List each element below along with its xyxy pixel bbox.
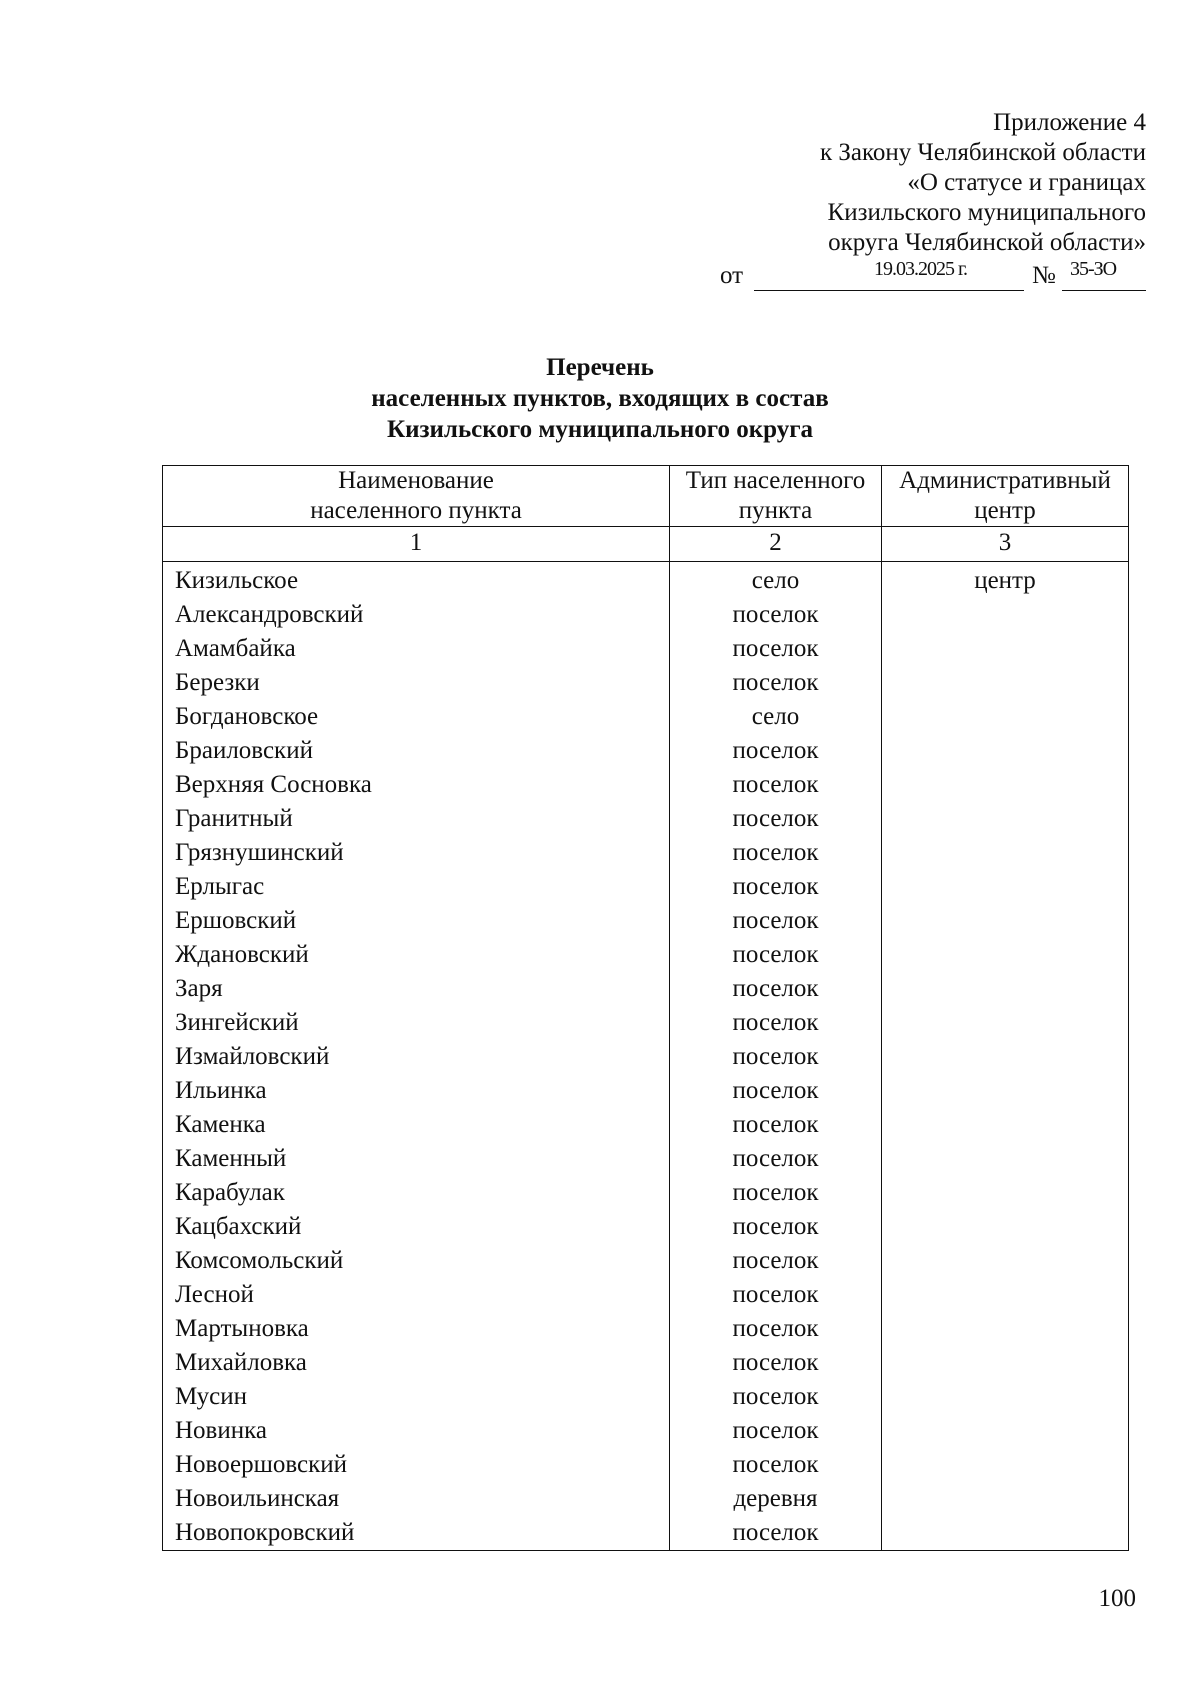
page-number: 100 <box>1098 1585 1136 1612</box>
settlement-type: поселок <box>670 666 882 700</box>
table-row <box>163 1006 1129 1040</box>
administrative-center <box>882 904 1129 938</box>
table-row <box>163 802 1129 836</box>
settlement-name: Михайловка <box>163 1346 670 1380</box>
settlement-name: Новопокровский <box>163 1516 670 1551</box>
settlement-type: поселок <box>670 972 882 1006</box>
table-row <box>163 1108 1129 1142</box>
date-field <box>754 258 1024 291</box>
appendix-header-line: Приложение 4 <box>993 109 1146 136</box>
column-header-name <box>163 466 670 527</box>
table-row <box>163 632 1129 666</box>
administrative-center <box>882 734 1129 768</box>
header-text: центр <box>974 497 1036 524</box>
settlement-name: Новоершовский <box>163 1448 670 1482</box>
administrative-center: центр <box>882 562 1129 599</box>
settlement-name: Грязнушинский <box>163 836 670 870</box>
settlements-table <box>162 465 1129 1551</box>
settlement-name: Карабулак <box>163 1176 670 1210</box>
settlement-type: поселок <box>670 1312 882 1346</box>
column-number-row <box>163 527 1129 562</box>
settlement-type: поселок <box>670 1074 882 1108</box>
settlement-name: Ждановский <box>163 938 670 972</box>
header-text: Административный <box>899 467 1111 494</box>
settlement-name: Зингейский <box>163 1006 670 1040</box>
administrative-center <box>882 1210 1129 1244</box>
administrative-center <box>882 1244 1129 1278</box>
settlement-name: Александровский <box>163 598 670 632</box>
table-row <box>163 1074 1129 1108</box>
settlement-name: Новинка <box>163 1414 670 1448</box>
column-number: 3 <box>882 527 1129 562</box>
settlement-name: Богдановское <box>163 700 670 734</box>
table-row <box>163 1312 1129 1346</box>
settlement-type: село <box>670 700 882 734</box>
settlement-type: поселок <box>670 1516 882 1551</box>
appendix-header-line: «О статусе и границах <box>907 169 1146 196</box>
column-number: 2 <box>670 527 882 562</box>
header-text: Наименование <box>338 467 494 494</box>
administrative-center <box>882 1448 1129 1482</box>
settlement-type: поселок <box>670 1448 882 1482</box>
title-line: Перечень <box>546 354 654 381</box>
administrative-center <box>882 1482 1129 1516</box>
settlement-type: деревня <box>670 1482 882 1516</box>
title-line: Кизильского муниципального округа <box>386 416 814 443</box>
appendix-header-line: к Закону Челябинской области <box>820 139 1146 166</box>
settlement-type: поселок <box>670 938 882 972</box>
settlement-type: поселок <box>670 870 882 904</box>
administrative-center <box>882 1006 1129 1040</box>
settlement-type: село <box>670 562 882 599</box>
administrative-center <box>882 700 1129 734</box>
settlement-name: Ильинка <box>163 1074 670 1108</box>
settlement-type: поселок <box>670 1244 882 1278</box>
settlement-name: Березки <box>163 666 670 700</box>
number-field <box>1062 258 1146 291</box>
settlement-name: Ершовский <box>163 904 670 938</box>
administrative-center <box>882 938 1129 972</box>
document-title <box>0 352 1200 445</box>
column-header-type <box>670 466 882 527</box>
administrative-center <box>882 972 1129 1006</box>
table-row <box>163 1448 1129 1482</box>
administrative-center <box>882 666 1129 700</box>
settlement-type: поселок <box>670 802 882 836</box>
table-row <box>163 1516 1129 1551</box>
settlement-type: поселок <box>670 1108 882 1142</box>
settlement-type: поселок <box>670 1380 882 1414</box>
settlement-type: поселок <box>670 1040 882 1074</box>
settlement-name: Ерлыгас <box>163 870 670 904</box>
law-date-number-line <box>720 258 1146 292</box>
settlement-name: Комсомольский <box>163 1244 670 1278</box>
administrative-center <box>882 1312 1129 1346</box>
table-row <box>163 1380 1129 1414</box>
administrative-center <box>882 802 1129 836</box>
settlement-name: Мусин <box>163 1380 670 1414</box>
settlement-name: Гранитный <box>163 802 670 836</box>
table-row <box>163 598 1129 632</box>
table-row <box>163 870 1129 904</box>
table-row <box>163 1346 1129 1380</box>
settlement-name: Браиловский <box>163 734 670 768</box>
administrative-center <box>882 598 1129 632</box>
table-body <box>163 562 1129 1551</box>
appendix-header <box>820 108 1146 258</box>
table-row <box>163 1278 1129 1312</box>
settlement-type: поселок <box>670 1006 882 1040</box>
table-row <box>163 1176 1129 1210</box>
table-row <box>163 904 1129 938</box>
column-number: 1 <box>163 527 670 562</box>
table-row <box>163 768 1129 802</box>
law-date: 19.03.2025 г. <box>874 258 967 280</box>
administrative-center <box>882 1414 1129 1448</box>
settlement-type: поселок <box>670 1278 882 1312</box>
table-header-row <box>163 466 1129 527</box>
settlement-name: Измайловский <box>163 1040 670 1074</box>
table-row <box>163 836 1129 870</box>
header-text: населенного пункта <box>310 497 522 524</box>
settlement-type: поселок <box>670 1142 882 1176</box>
administrative-center <box>882 1516 1129 1551</box>
table-row <box>163 1414 1129 1448</box>
administrative-center <box>882 1346 1129 1380</box>
title-line: населенных пунктов, входящих в состав <box>371 385 829 412</box>
settlement-type: поселок <box>670 1414 882 1448</box>
column-header-center <box>882 466 1129 527</box>
administrative-center <box>882 1278 1129 1312</box>
table-row <box>163 1210 1129 1244</box>
settlement-type: поселок <box>670 768 882 802</box>
administrative-center <box>882 632 1129 666</box>
table-row <box>163 972 1129 1006</box>
settlement-type: поселок <box>670 904 882 938</box>
number-sign: № <box>1032 262 1056 289</box>
settlement-type: поселок <box>670 1176 882 1210</box>
table-row <box>163 1482 1129 1516</box>
settlement-name: Новоильинская <box>163 1482 670 1516</box>
settlement-name: Каменка <box>163 1108 670 1142</box>
header-text: Тип населенного <box>685 467 866 494</box>
settlement-name: Каменный <box>163 1142 670 1176</box>
settlement-type: поселок <box>670 632 882 666</box>
table-row <box>163 562 1129 599</box>
date-prefix: от <box>720 262 744 289</box>
settlement-name: Заря <box>163 972 670 1006</box>
settlement-name: Амамбайка <box>163 632 670 666</box>
header-text: пункта <box>738 497 813 524</box>
administrative-center <box>882 1176 1129 1210</box>
administrative-center <box>882 870 1129 904</box>
table-row <box>163 734 1129 768</box>
table-row <box>163 1244 1129 1278</box>
appendix-header-line: Кизильского муниципального <box>827 199 1146 226</box>
settlement-name: Кацбахский <box>163 1210 670 1244</box>
table-row <box>163 666 1129 700</box>
administrative-center <box>882 1380 1129 1414</box>
administrative-center <box>882 1142 1129 1176</box>
administrative-center <box>882 836 1129 870</box>
appendix-header-line: округа Челябинской области» <box>828 229 1146 256</box>
administrative-center <box>882 1108 1129 1142</box>
table-row <box>163 938 1129 972</box>
settlement-type: поселок <box>670 1346 882 1380</box>
law-number: 35-ЗО <box>1070 258 1117 280</box>
settlement-type: поселок <box>670 1210 882 1244</box>
settlement-name: Лесной <box>163 1278 670 1312</box>
table-row <box>163 700 1129 734</box>
administrative-center <box>882 1040 1129 1074</box>
table-row <box>163 1040 1129 1074</box>
table-row <box>163 1142 1129 1176</box>
settlement-type: поселок <box>670 836 882 870</box>
settlement-type: поселок <box>670 734 882 768</box>
administrative-center <box>882 1074 1129 1108</box>
settlement-name: Мартыновка <box>163 1312 670 1346</box>
administrative-center <box>882 768 1129 802</box>
settlement-type: поселок <box>670 598 882 632</box>
settlement-name: Верхняя Сосновка <box>163 768 670 802</box>
settlement-name: Кизильское <box>163 562 670 599</box>
